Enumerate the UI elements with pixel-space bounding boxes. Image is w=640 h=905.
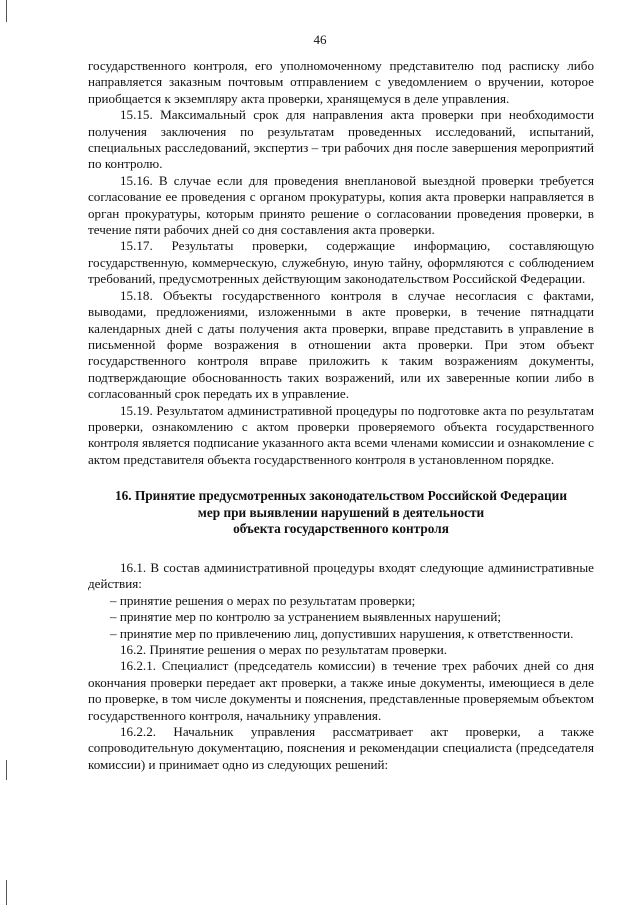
list-item-liability: – принятие мер по привлечению лиц, допустивших нарушения, к ответственности. xyxy=(110,625,574,641)
paragraph-15-17: 15.17. Результаты проверки, содержащие информацию, составляющую государственную, коммерческую, служебную, иную тайну, оформляются с соблюдением требований, предусмотренных действующим законодательством Российской Федерации. xyxy=(88,238,594,287)
section-heading-line-3: объекта государственного контроля xyxy=(233,521,449,537)
paragraph-15-16: 15.16. В случае если для проведения внеплановой выездной проверки требуется согласование ее проведения с органом прокуратуры, копия акта проверки направляется в орган прокуратуры, которым принято решение о согласовании проведения проверки, в течение пяти рабочих дней со дня составления акта проверки. xyxy=(88,172,594,238)
section-16-heading xyxy=(88,488,594,538)
list-item-control: – принятие мер по контролю за устранением выявленных нарушений; xyxy=(110,609,501,625)
document-body xyxy=(88,58,594,773)
paragraph-16-2-2: 16.2.2. Начальник управления рассматривает акт проверки, а также сопроводительную документацию, пояснения и рекомендации специалиста (председателя комиссии) и принимает одно из следующих решений: xyxy=(88,724,594,772)
paragraph-15-19: 15.19. Результатом административной процедуры по подготовке акта по результатам проверки, ознакомлению с актом проверки проверяемого объекта государственного контроля является подписание указанного акта всеми членами комиссии и ознакомление с актом представителя объекта государственного контроля в установленном порядке. xyxy=(88,402,594,467)
paragraph-15-18: 15.18. Объекты государственного контроля в случае несогласия с фактами, выводами, предложениями, изложенными в акте проверки, в течение пятнадцати календарных дней с даты получения акта проверки, вправе представить в управление в письменной форме возражения в отношении акта проверки. При этом объект государственного контроля вправе приложить к таким возражениям документы, подтверждающие обоснованность таких возражений, или их заверенные копии либо в согласованный срок передать их в управление. xyxy=(88,287,594,402)
paragraph-16-2: 16.2. Принятие решения о мерах по результатам проверки. xyxy=(120,641,448,657)
section-heading-line-2: мер при выявлении нарушений в деятельности xyxy=(197,504,485,520)
paragraph-16-1: 16.1. В состав административной процедуры входят следующие административные действия: xyxy=(88,559,594,592)
scan-edge-mark-bottom xyxy=(6,880,7,905)
paragraph-15-14-continuation: государственного контроля, его уполномоченному представителю под расписку либо направляется заказным почтовым отправлением с уведомлением о вручении, которое приобщается к экземпляру акта проверки, хранящемуся в деле управления. xyxy=(88,58,594,106)
scan-edge-mark-middle xyxy=(6,760,7,780)
paragraph-16-2-1: 16.2.1. Специалист (председатель комиссии) в течение трех рабочих дней со дня окончания проверки передает акт проверки, а также иные документы, имеющиеся в деле по проверке, в том числе документы и пояснения, представленные проверяемым объектом государственного контроля, начальнику управления. xyxy=(88,658,594,723)
page-number: 46 xyxy=(313,32,327,47)
paragraph-15-15: 15.15. Максимальный срок для направления акта проверки при необходимости получения заключения по результатам проведенных исследований, испытаний, специальных расследований, экспертиз – три рабочих дня после завершения мероприятий по контролю. xyxy=(88,107,594,172)
scan-edge-mark-top xyxy=(6,0,7,22)
section-heading-line-1: 16. Принятие предусмотренных законодательством Российской Федерации xyxy=(115,488,567,504)
list-item-decision: – принятие решения о мерах по результатам проверки; xyxy=(110,592,416,608)
